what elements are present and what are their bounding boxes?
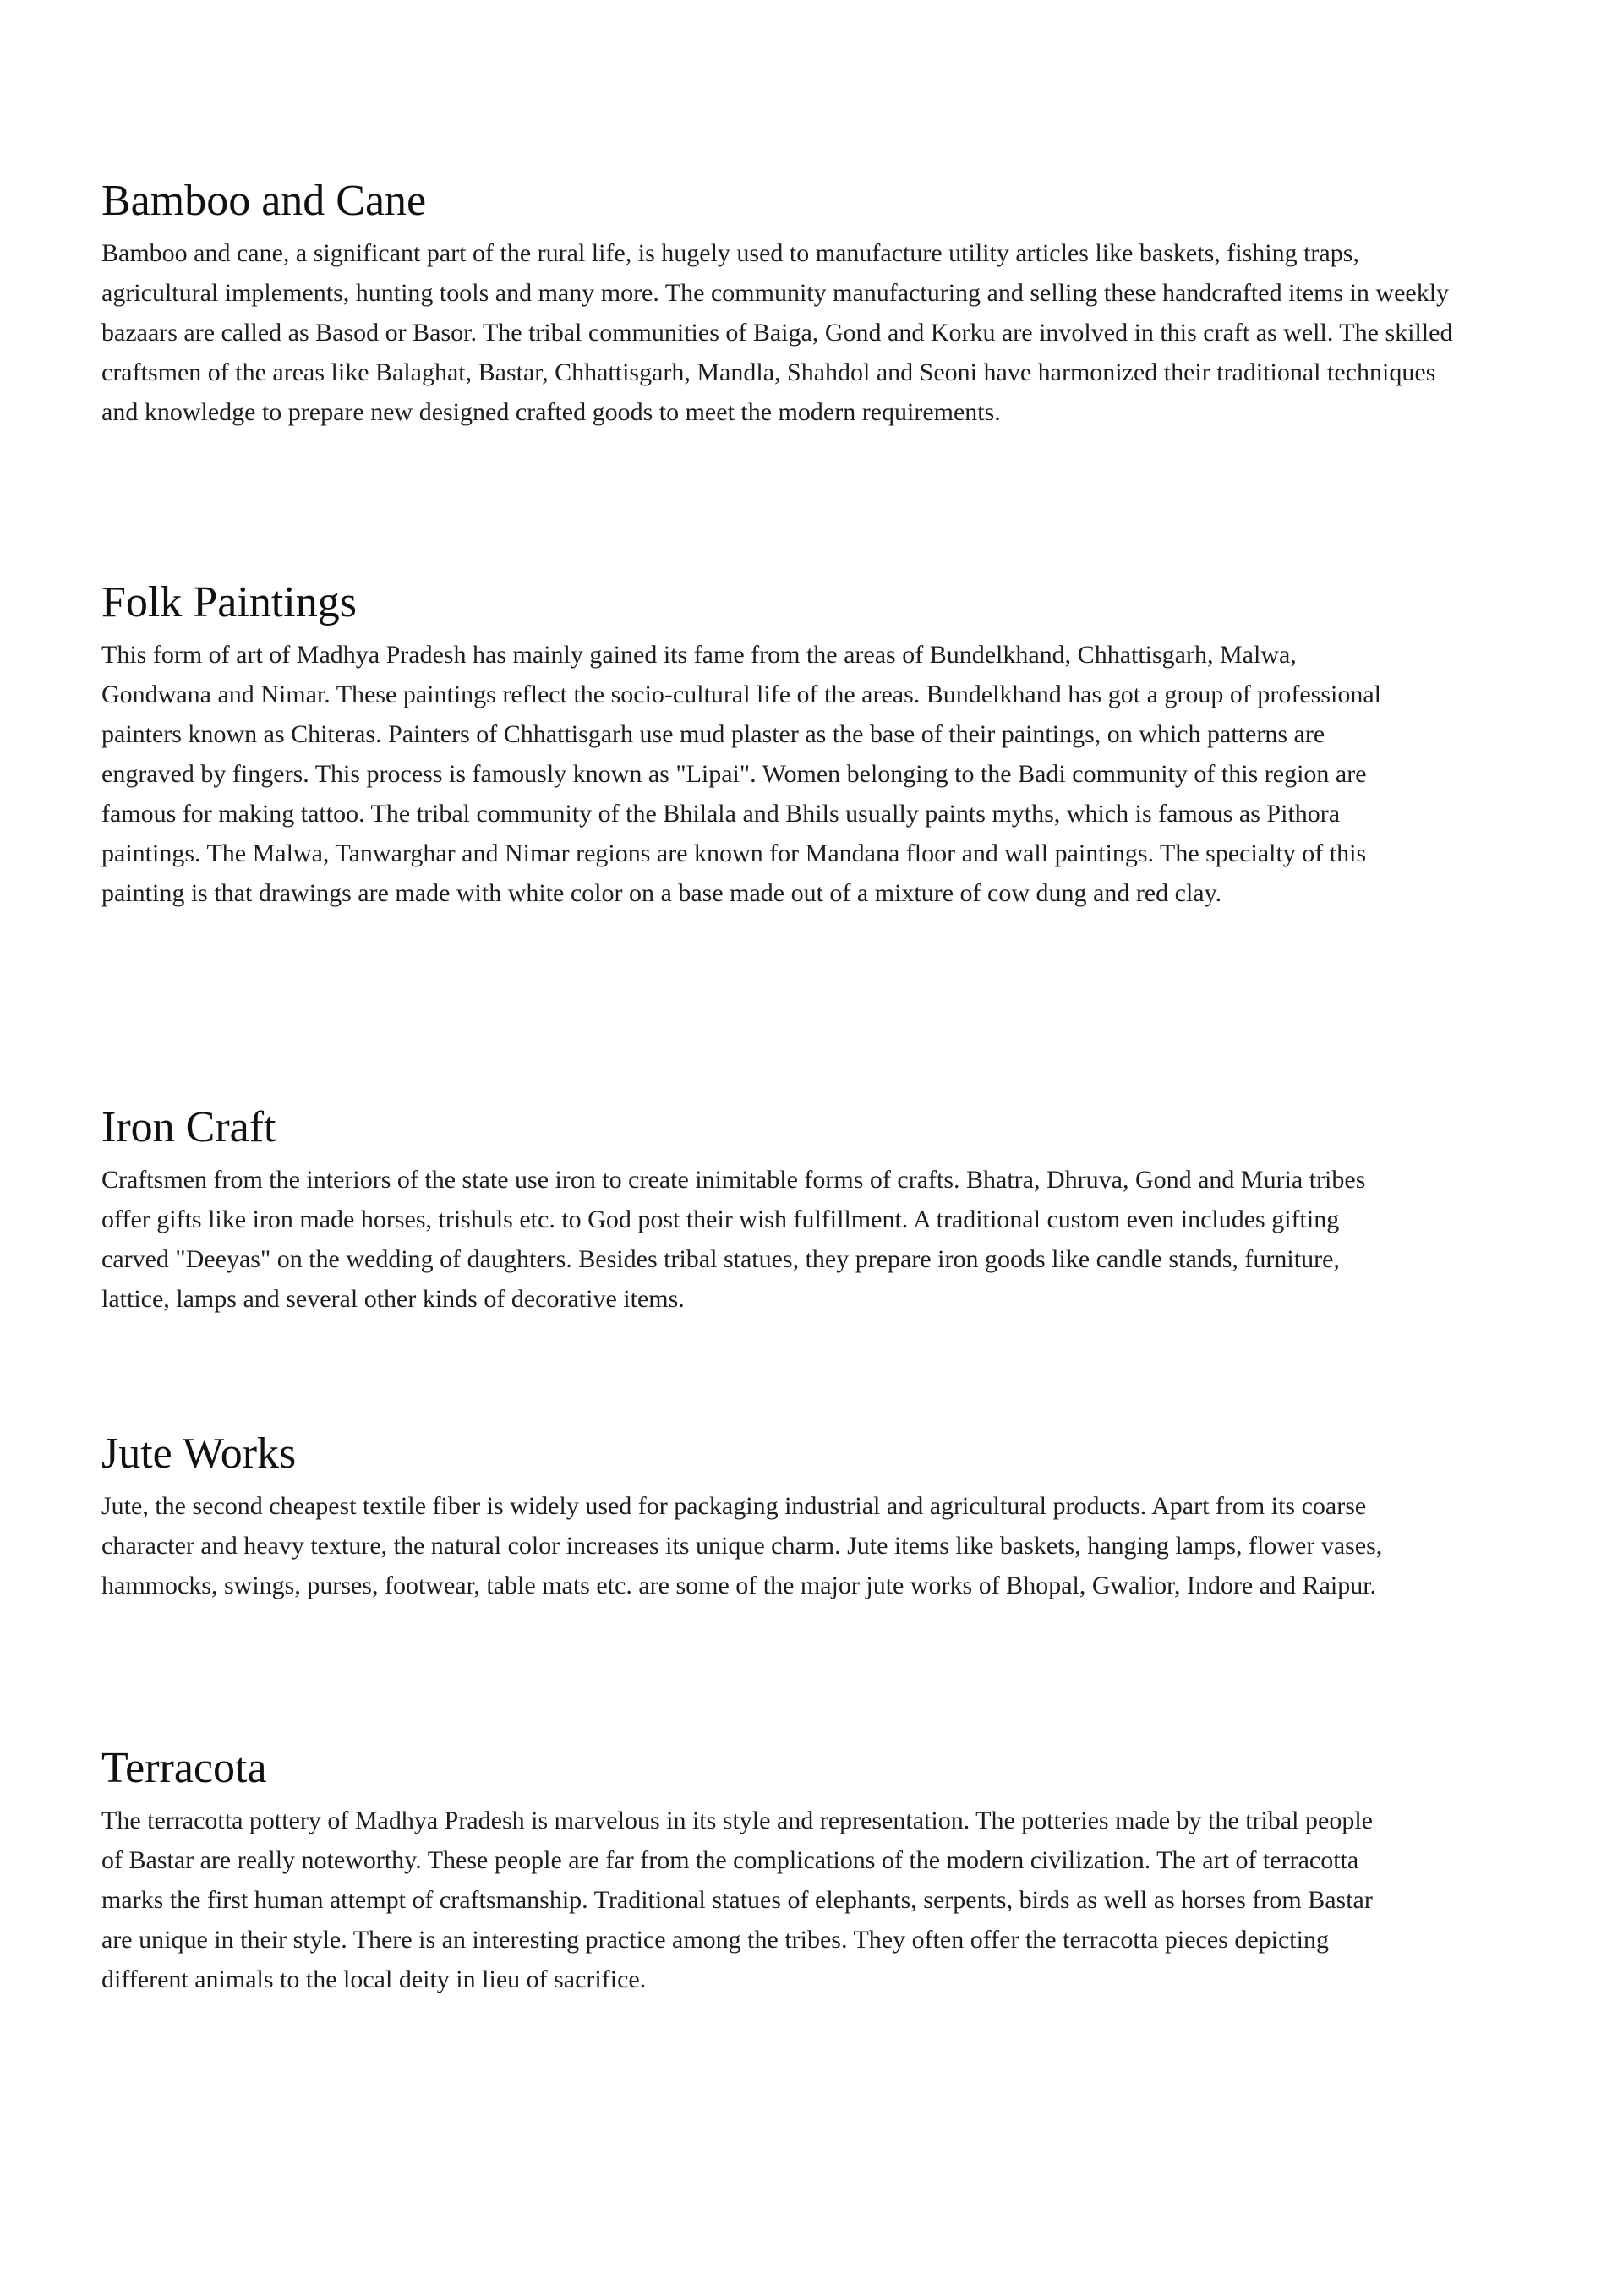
section-body: Jute, the second cheapest textile fiber is widely used for packaging industrial and agricultural products. Apart from its coarse character and heavy texture, the natural color increases its unique charm. Jute items like baskets, hanging lamps, flower vases, hammocks, swings, purses, footwear, table mats etc. are some of the major jute works of Bhopal, Gwalior, Indore and Raipur.: [101, 1492, 1383, 1599]
section-iron-craft: [101, 1101, 1386, 1319]
section-heading: Folk Paintings: [101, 578, 357, 626]
section-jute-works: [101, 1427, 1454, 1605]
section-body: Craftsmen from the interiors of the state use iron to create inimitable forms of crafts. Bhatra, Dhruva, Gond and Muria tribes offer gifts like iron made horses, trishuls etc. to God post their wish fulfillment. A traditional custom even includes gifting carved "Deeyas" on the wedding of daughters. Besides tribal statues, they prepare iron goods like candle stands, furniture, lattice, lamps and several other kinds of decorative items.: [101, 1166, 1366, 1313]
section-folk-paintings: [101, 576, 1395, 913]
section-heading: Terracota: [101, 1744, 267, 1792]
section-bamboo-and-cane: [101, 174, 1454, 432]
section-terracota: [101, 1741, 1386, 1999]
section-body: Bamboo and cane, a significant part of the rural life, is hugely used to manufacture utility articles like baskets, fishing traps, agricultural implements, hunting tools and many more. The community manufacturing and selling these handcrafted items in weekly bazaars are called as Basod or Basor. The tribal communities of Baiga, Gond and Korku are involved in this craft as well. The skilled craftsmen of the areas like Balaghat, Bastar, Chhattisgarh, Mandla, Shahdol and Seoni have harmonized their traditional techniques and knowledge to prepare new designed crafted goods to meet the modern requirements.: [101, 239, 1453, 426]
section-heading: Iron Craft: [101, 1103, 276, 1151]
section-body: The terracotta pottery of Madhya Pradesh is marvelous in its style and representation. The potteries made by the tribal people of Bastar are really noteworthy. These people are far from the complications of the modern civilization. The art of terracotta marks the first human attempt of craftsmanship. Traditional statues of elephants, serpents, birds as well as horses from Bastar are unique in their style. There is an interesting practice among the tribes. They often offer the terracotta pieces depicting different animals to the local deity in lieu of sacrifice.: [101, 1807, 1373, 1993]
section-heading: Bamboo and Cane: [101, 177, 427, 225]
section-body: This form of art of Madhya Pradesh has mainly gained its fame from the areas of Bundelkhand, Chhattisgarh, Malwa, Gondwana and Nimar. These paintings reflect the socio-cultural life of the areas. Bundelkhand has got a group of professional painters known as Chiteras. Painters of Chhattisgarh use mud plaster as the base of their paintings, on which patterns are engraved by fingers. This process is famously known as "Lipai". Women belonging to the Badi community of this region are famous for making tattoo. The tribal community of the Bhilala and Bhils usually paints myths, which is famous as Pithora paintings. The Malwa, Tanwarghar and Nimar regions are known for Mandana floor and wall paintings. The specialty of this painting is that drawings are made with white color on a base made out of a mixture of cow dung and red clay.: [101, 641, 1381, 907]
section-heading: Jute Works: [101, 1430, 297, 1478]
